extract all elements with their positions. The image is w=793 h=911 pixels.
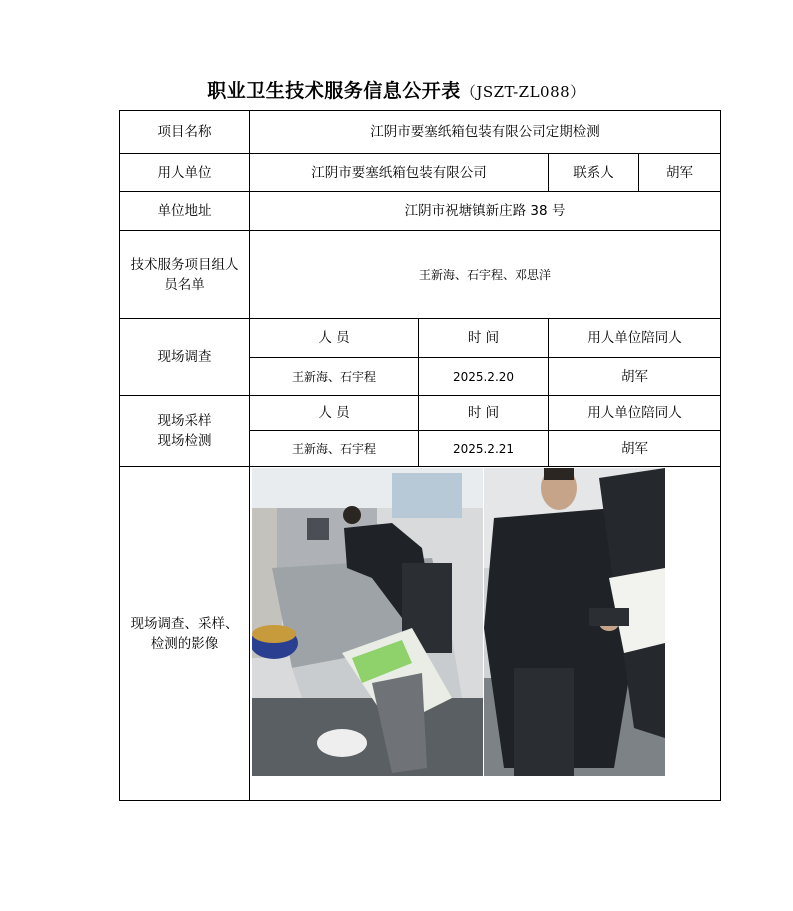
title-main: 职业卫生技术服务信息公开表 [207, 80, 461, 102]
info-table [119, 110, 721, 801]
images-cell [250, 467, 721, 801]
project-value: 江阴市要塞纸箱包装有限公司定期检测 [250, 111, 721, 154]
survey-header-escort: 用人单位陪同人 [549, 319, 721, 358]
team-value: 王新海、石宇程、邓思洋 [250, 231, 721, 319]
employer-value: 江阴市要塞纸箱包装有限公司 [250, 154, 549, 192]
sampling-people: 王新海、石宇程 [250, 431, 419, 467]
row-project [120, 111, 721, 154]
inspection-photo-drawing [484, 468, 665, 776]
sampling-label: 现场采样 现场检测 [120, 396, 250, 467]
survey-people: 王新海、石宇程 [250, 358, 419, 396]
row-sampling-header [120, 396, 721, 431]
title-code: （JSZT-ZL088） [460, 83, 586, 101]
sampling-escort: 胡军 [549, 431, 721, 467]
page-title [0, 76, 793, 103]
address-label: 单位地址 [120, 192, 250, 231]
site-photo-machine [252, 468, 483, 776]
row-images [120, 467, 721, 801]
survey-header-time: 时 间 [419, 319, 549, 358]
row-team [120, 231, 721, 319]
contact-label: 联系人 [549, 154, 639, 192]
survey-time: 2025.2.20 [419, 358, 549, 396]
sampling-header-people: 人 员 [250, 396, 419, 431]
site-photo-inspection [484, 468, 665, 776]
survey-escort: 胡军 [549, 358, 721, 396]
project-label: 项目名称 [120, 111, 250, 154]
survey-label: 现场调查 [120, 319, 250, 396]
photo-group [252, 468, 718, 800]
images-label: 现场调查、采样、检测的影像 [120, 467, 250, 801]
survey-header-people: 人 员 [250, 319, 419, 358]
contact-value: 胡军 [639, 154, 721, 192]
employer-label: 用人单位 [120, 154, 250, 192]
row-employer [120, 154, 721, 192]
sampling-time: 2025.2.21 [419, 431, 549, 467]
sampling-header-time: 时 间 [419, 396, 549, 431]
team-label: 技术服务项目组人员名单 [120, 231, 250, 319]
address-value: 江阴市祝塘镇新庄路 38 号 [250, 192, 721, 231]
row-address [120, 192, 721, 231]
row-survey-header [120, 319, 721, 358]
machine-photo-drawing [252, 468, 483, 776]
sampling-header-escort: 用人单位陪同人 [549, 396, 721, 431]
